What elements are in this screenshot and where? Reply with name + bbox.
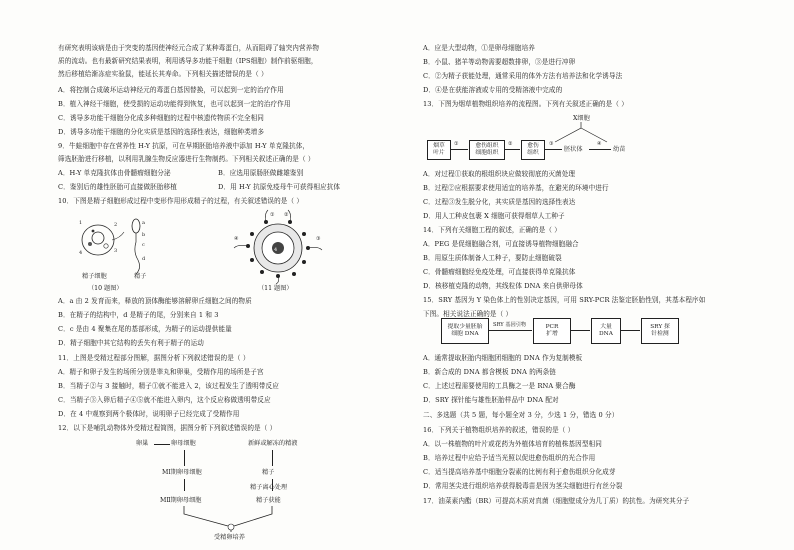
- svg-text:1: 1: [79, 220, 83, 226]
- option-c: C．上述过程需要使用的工具酶之一是 RNA 聚合酶: [423, 382, 576, 390]
- flow-arrow: [504, 149, 520, 150]
- option-d: D．SRY 探针能与雄性胚胎样品中 DNA 配对: [423, 396, 559, 404]
- flow13-leaf: 烟草 叶片: [427, 140, 451, 160]
- fertilization-figure: [228, 210, 328, 284]
- option-c: C．②为精子获能处理，通常采用的体外方法有培养法和化学诱导法: [423, 72, 623, 80]
- option-a: A．H-Y 单克隆抗体由骨髓瘤细胞分泌: [58, 169, 171, 177]
- svg-text:③: ③: [316, 236, 321, 242]
- flow13-embryoid: 胚状体: [564, 146, 583, 153]
- flow-sperm: 精子: [262, 469, 275, 476]
- option-c: C．c 是由 4 聚集在尾的基部形成，为精子的运动提供能量: [58, 325, 232, 333]
- flow-arrow: [620, 330, 640, 331]
- flow15-primer-label: SRY 基因引物: [493, 322, 527, 328]
- left-column: [58, 0, 390, 550]
- flow13-callus: 愈伤 组织: [521, 140, 545, 160]
- option-b: B．植入神经干细胞，使受损的运动功能得到恢复，也可以起到一定的治疗作用: [58, 100, 291, 108]
- option-d: D．精子细胞中其它结构的丢失有利于精子的运动: [58, 339, 204, 347]
- sperm-cell-figure: [76, 214, 156, 274]
- option-b: B．小鼠、猪羊等动物需要超数排卵，③是进行冲卵: [423, 58, 576, 66]
- flow13-step3: ③: [549, 141, 554, 147]
- question-15: 15．SRY 基因为 Y 染色体上的性别决定基因，可用 SRY-PCR 法鉴定胚胎性别，其基本程序如: [423, 296, 706, 304]
- option-b: B．培养过程中应给予适当光照以促进愈伤组织的光合作用: [423, 454, 596, 462]
- flow-arrow: [154, 444, 170, 445]
- flow13-x-cell: X细胞: [573, 115, 590, 122]
- flow-arrow: [450, 149, 468, 150]
- flow-arrow: [184, 479, 185, 491]
- flow-fertilization: 受精卵培养: [214, 534, 245, 541]
- flow-oocyte: 卵母细胞: [171, 440, 196, 447]
- sperm-caption: 精子: [134, 273, 147, 280]
- option-a: A．通常提取胚胎内细胞团细胞的 DNA 作为复制模板: [423, 354, 583, 362]
- question-10: 10．下图是精子细胞形成过程中变形作用形成精子的过程，有关叙述错误的是（ ）: [58, 197, 304, 205]
- option-d: D．核移植克隆的动物，其线粒体 DNA 来自供卵母体: [423, 282, 583, 290]
- svg-text:2: 2: [114, 222, 118, 228]
- svg-text:4: 4: [274, 247, 278, 253]
- option-d: D．用 H-Y 抗原免疫母牛可获得相应抗体: [218, 183, 341, 191]
- flow13-step4: ④: [597, 141, 602, 147]
- question-11: 11．上图是受精过程部分图解，据图分析下列叙述错误的是（ ）: [58, 354, 250, 362]
- option-d: D．在 4 中观察到两个极体时，说明卵子已经完成了受精作用: [58, 410, 240, 418]
- question-16: 16．下列关于植物组织培养的叙述，错误的是（ ）: [423, 426, 575, 434]
- flow13-step2: ②: [508, 141, 513, 147]
- svg-text:d: d: [142, 256, 146, 262]
- question-14: 14．下列有关细胞工程的叙述，正确的是（ ）: [423, 226, 561, 234]
- flow-arrow: [570, 330, 590, 331]
- text-line: 然后移植给渐冻症实验鼠，能延长其寿命。下列相关描述错误的是（ ）: [58, 70, 268, 78]
- figure-10-caption: （10 题图）: [88, 285, 123, 292]
- svg-text:a: a: [142, 220, 145, 226]
- option-c: C．过程③发生脱分化，其实质是基因的选择性表达: [423, 198, 576, 206]
- option-c: C．诱导多功能干细胞分化成多种细胞的过程中核遗传物质不完全相同: [58, 114, 264, 122]
- flow-mi-oocyte: MⅠ期卵母细胞: [162, 469, 202, 476]
- flow-mii-oocyte: MⅡ期卵母细胞: [160, 497, 202, 504]
- flow-arrow: [184, 450, 185, 466]
- svg-text:4: 4: [79, 250, 83, 256]
- question-13: 13．下图为烟草植物组织培养的流程图。下列有关叙述正确的是（ ）: [423, 100, 628, 108]
- svg-text:②: ②: [284, 212, 289, 218]
- flow15-box-probe: SRY 探 针检测: [641, 318, 679, 344]
- flow-arrow: [544, 149, 562, 150]
- question-17: 17．油菜素内酯（BR）可提高木质对真菌（细胞壁成分为几丁质）的抗性。为研究其分子: [423, 497, 690, 505]
- flow12-merge-lines: [178, 506, 288, 534]
- question-9: 9．牛蛙细胞中存在营养性 H-Y 抗原，可在早期胚胎培养液中添加 H-Y 单克隆抗体，: [58, 142, 310, 150]
- flow-arrow: [488, 330, 532, 331]
- option-b: B．用原生质体制备人工种子，要防止细胞破裂: [423, 254, 562, 262]
- right-column: [423, 0, 773, 550]
- option-b: B．过程②应根据要求使用适宜的培养基，在避光的环境中进行: [423, 184, 609, 192]
- option-b: B．应选用原肠胚做雌雄鉴别: [218, 169, 304, 177]
- svg-text:c: c: [142, 242, 145, 248]
- figure-11-caption: （11 题图）: [258, 285, 293, 292]
- flow15-box-pcr: PCR 扩增: [533, 318, 571, 344]
- option-c: C．适当提高培养基中细胞分裂素的比例有利于愈伤组织分化成芽: [423, 468, 616, 476]
- option-a: A．以一株植物的叶片或花药为外植体培育的植株基因型相同: [423, 440, 602, 448]
- flow15-box-extract: 提取少量胚胎 细胞 DNA: [441, 318, 489, 344]
- flow13-regen: 愈伤组织 细胞组织: [469, 140, 505, 160]
- sperm-cell-caption: 精子细胞: [82, 273, 107, 280]
- option-c: C．骨髓瘤细胞经免疫处理，可直接获得单克隆抗体: [423, 268, 576, 276]
- text-line: 下图。相关说法正确的是（ ）: [423, 310, 513, 318]
- flow-ovary: 卵巢: [136, 440, 149, 447]
- section-heading: 二、多选题（共 5 题，每小题全对 3 分，少选 1 分，错选 0 分）: [423, 411, 619, 419]
- flow13-top-branch: [551, 122, 611, 144]
- flow15-box-dna: 大量 DNA: [591, 318, 621, 344]
- flow-centrifuge: 精子离心处理: [250, 484, 288, 491]
- text-line: 有研究表明该病是由于突变的基因使神经元合成了某种毒蛋白，从而阻碍了轴突内营养物: [58, 44, 320, 52]
- question-12: 12．以下是哺乳动物体外受精过程简图，据图分析下列叙述错误的是（ ）: [58, 424, 277, 432]
- option-b: B．新合成的 DNA 都含模板 DNA 的两条链: [423, 368, 556, 376]
- option-a: A．PEG 是促细胞融合剂，可直接诱导植物细胞融合: [423, 240, 579, 248]
- flow-fresh-semen: 新鲜或解冻的精液: [248, 440, 298, 447]
- svg-text:①: ①: [270, 212, 275, 218]
- svg-text:④: ④: [234, 236, 239, 242]
- flow13-step1: ①: [454, 141, 459, 147]
- option-a: A．精子和卵子发生的场所分别是睾丸和卵巢，受精作用的场所是子宫: [58, 368, 264, 376]
- option-a: A．应是大型动物，①是卵母细胞培养: [423, 44, 535, 52]
- flow-arrow: [272, 450, 273, 466]
- flow13-seedling: 幼苗: [613, 146, 626, 153]
- option-d: D．常用茎尖进行组织培养获得脱毒苗是因为茎尖细胞进行有丝分裂: [423, 482, 623, 490]
- svg-text:3: 3: [114, 248, 118, 254]
- text-line: 质的流动。也有最新研究结果表明，利用诱导多功能干细胞（IPS细胞）制作前驱细胞，: [58, 57, 318, 65]
- svg-text:b: b: [142, 232, 146, 238]
- option-b: B．当精子②与 3 接触时，精子①就不能进入 2，该过程发生了透明带反应: [58, 382, 279, 390]
- option-d: D．用人工种皮包裹 X 细胞可获得烟草人工种子: [423, 212, 565, 220]
- flow-arrow: [589, 149, 611, 150]
- option-b: B．在精子的结构中，d 是精子的尾，分别来自 1 和 3: [58, 311, 219, 319]
- option-c: C．当精子③入卵后精子④⑤就不能进入卵内，这个反应称做透明带反应: [58, 396, 271, 404]
- option-a: A．a 由 2 发育而来，释放的顶体酶能够溶解卵丘细胞之间的物质: [58, 297, 252, 305]
- option-a: A．对过程①获取的根组织块应做较彻底的灭菌处理: [423, 170, 576, 178]
- option-d: D．诱导多功能干细胞的分化实质是基因的选择性表达，细胞种类增多: [58, 128, 265, 136]
- text-line: 筛选胚胎进行移植，以利用乳腺生物反应器进行生物制药。下列相关叙述正确的是（ ）: [58, 155, 315, 163]
- option-a: A．将控制合成破坏运动神经元的毒蛋白基因替换，可以起到一定的治疗作用: [58, 86, 284, 94]
- option-c: C．鉴别后的雄性胚胎可直接做胚胎移植: [58, 183, 177, 191]
- option-d: D．④是在获能溶液或专用的受精溶液中完成的: [423, 86, 563, 94]
- flow-capacitation: 精子获能: [256, 497, 281, 504]
